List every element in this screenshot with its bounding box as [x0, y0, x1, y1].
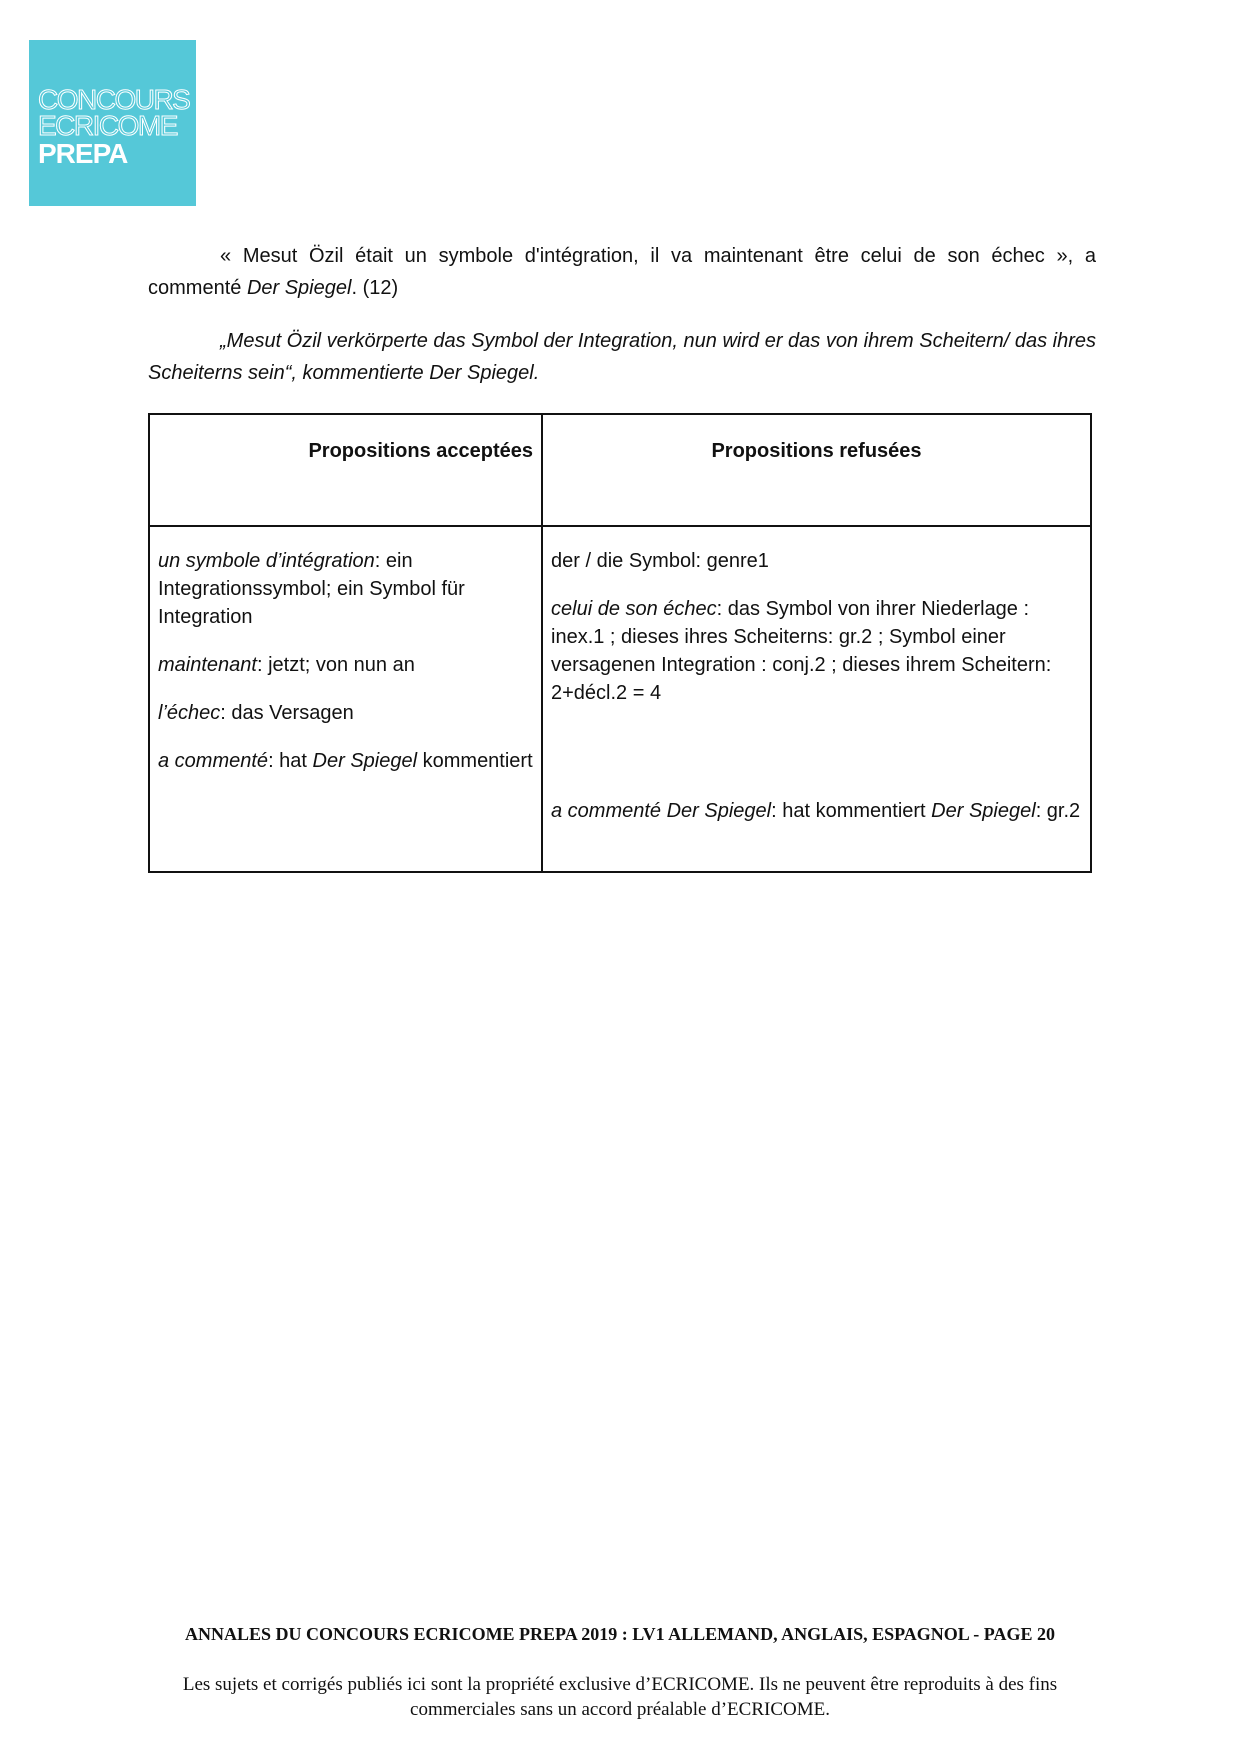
- accepted-cell: [149, 526, 542, 872]
- refused-term: celui de son échec: [551, 598, 717, 620]
- logo-line-prepa: PREPA: [38, 138, 128, 169]
- accepted-term: a commenté: [158, 750, 269, 772]
- accepted-term: maintenant: [158, 654, 257, 676]
- german-translation-paragraph: [148, 325, 1096, 389]
- logo-line-concours: CONCOURS: [38, 84, 190, 115]
- table-row: [149, 526, 1091, 872]
- header-accepted: Propositions acceptées: [149, 414, 542, 526]
- footer-copyright-notice: Les sujets et corrigés publiés ici sont la propriété exclusive d’ECRICOME. Ils ne peuvent être reproduits à des fins commerciales sans un accord préalable d’ECRICOME.: [182, 1674, 1058, 1720]
- french-sentence-paragraph: [148, 240, 1096, 304]
- accepted-term: un symbole d’intégration: [158, 550, 375, 572]
- french-quote-source: Der Spiegel: [246, 277, 352, 299]
- ecricome-logo: [29, 40, 196, 206]
- accepted-item: l’échec: das Versagen: [158, 702, 354, 724]
- refused-item: celui de son échec: das Symbol von ihrer Niederlage : inex.1 ; dieses ihres Scheiterns: gr.2 ; Symbol einer versagenen Integration : conj.2 ; dieses ihrem Scheitern: 2+décl.2 = 4: [551, 598, 1052, 704]
- accepted-term: l’échec: [158, 702, 221, 724]
- footer-title: ANNALES DU CONCOURS ECRICOME PREPA 2019 : LV1 ALLEMAND, ANGLAIS, ESPAGNOL - PAGE 20: [185, 1624, 1055, 1644]
- refused-term: a commenté Der Spiegel: [551, 800, 772, 822]
- header-refused: Propositions refusées: [542, 414, 1091, 526]
- german-translation-text: „Mesut Özil verkörperte das Symbol der Integration, nun wird er das von ihrem Scheitern/ das ihres Scheiterns sein“, kommentierte Der Spiegel.: [148, 330, 1096, 384]
- logo-line-ecricome: ECRICOME: [38, 110, 177, 141]
- refused-item: a commenté Der Spiegel: hat kommentiert Der Spiegel: gr.2: [551, 800, 1081, 822]
- refused-item: der / die Symbol: genre1: [551, 550, 769, 572]
- french-quote-reference: . (12): [351, 277, 399, 299]
- refused-cell: [542, 526, 1091, 872]
- french-quote: « Mesut Özil était un symbole d'intégration, il va maintenant être celui de son échec »: [220, 245, 1068, 267]
- accepted-item: maintenant: jetzt; von nun an: [158, 654, 415, 676]
- french-quote-connector: , a commenté: [148, 245, 1096, 299]
- propositions-table: [148, 413, 1092, 873]
- table-header-row: [149, 414, 1091, 526]
- accepted-item: un symbole d’intégration: ein Integrationssymbol; ein Symbol für Integration: [158, 550, 465, 628]
- accepted-item: a commenté: hat Der Spiegel kommentiert: [158, 750, 533, 772]
